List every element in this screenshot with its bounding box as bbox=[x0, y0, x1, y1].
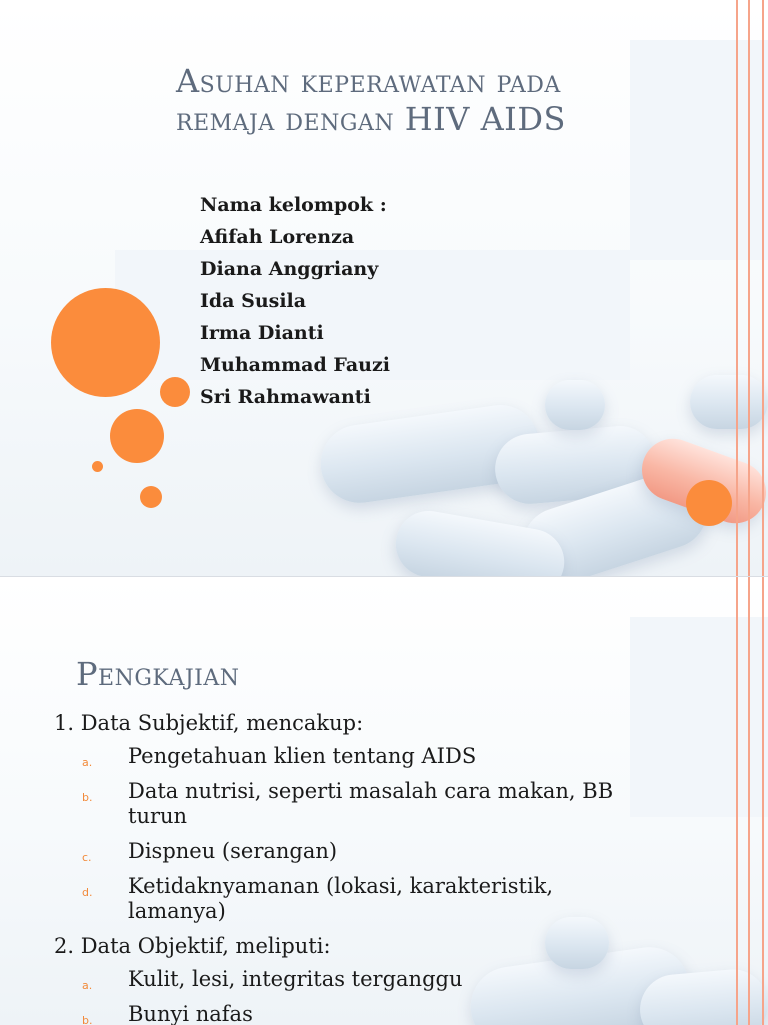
members-heading: Nama kelompok : bbox=[200, 194, 387, 216]
decorative-circle bbox=[110, 409, 164, 463]
member-name: Afifah Lorenza bbox=[200, 226, 355, 248]
decorative-circle bbox=[160, 377, 190, 407]
capsule-image bbox=[690, 375, 768, 429]
list-item-text: Ketidaknyamanan (lokasi, karakteristik, lamanya) bbox=[128, 874, 554, 923]
list-item-text: Kulit, lesi, integritas terganggu bbox=[128, 967, 463, 991]
member-name: Irma Dianti bbox=[200, 322, 324, 344]
slide-title: Asuhan keperawatan pada remaja dengan HIV AIDS bbox=[176, 62, 566, 138]
list-item bbox=[54, 839, 644, 864]
list-item bbox=[54, 744, 644, 769]
slide-heading: Pengkajian bbox=[76, 655, 240, 693]
list-marker: b. bbox=[82, 791, 93, 804]
decorative-stripe bbox=[762, 577, 764, 1025]
assessment-list bbox=[54, 711, 644, 1025]
decorative-stripe bbox=[736, 577, 738, 1025]
member-name: Muhammad Fauzi bbox=[200, 354, 390, 376]
decorative-stripe bbox=[736, 0, 738, 576]
list-item bbox=[54, 779, 644, 829]
list-item-text: Data nutrisi, seperti masalah cara makan, BB turun bbox=[128, 779, 614, 828]
list-marker: c. bbox=[82, 851, 92, 864]
decorative-stripe bbox=[748, 577, 750, 1025]
list-item bbox=[54, 967, 644, 992]
list-item bbox=[54, 1002, 644, 1025]
decorative-circle bbox=[51, 288, 160, 397]
decorative-stripe bbox=[762, 0, 764, 576]
decorative-stripe bbox=[748, 0, 750, 576]
list-marker: b. bbox=[82, 1014, 93, 1025]
section-label: 2. Data Objektif, meliputi: bbox=[54, 934, 331, 958]
member-name: Sri Rahmawanti bbox=[200, 386, 371, 408]
decorative-circle bbox=[140, 486, 162, 508]
list-item-text: Dispneu (serangan) bbox=[128, 839, 338, 863]
list-item-text: Bunyi nafas bbox=[128, 1002, 253, 1025]
member-list bbox=[200, 190, 390, 414]
list-item-text: Pengetahuan klien tentang AIDS bbox=[128, 744, 477, 768]
decorative-circle bbox=[686, 480, 732, 526]
list-marker: a. bbox=[82, 756, 93, 769]
section-label: 1. Data Subjektif, mencakup: bbox=[54, 711, 364, 735]
capsule-image bbox=[545, 380, 605, 430]
list-marker: d. bbox=[82, 886, 93, 899]
member-name: Ida Susila bbox=[200, 290, 307, 312]
member-name: Diana Anggriany bbox=[200, 258, 379, 280]
decorative-circle bbox=[92, 461, 103, 472]
list-item bbox=[54, 874, 644, 924]
content-slide bbox=[0, 576, 768, 1025]
list-marker: a. bbox=[82, 979, 93, 992]
